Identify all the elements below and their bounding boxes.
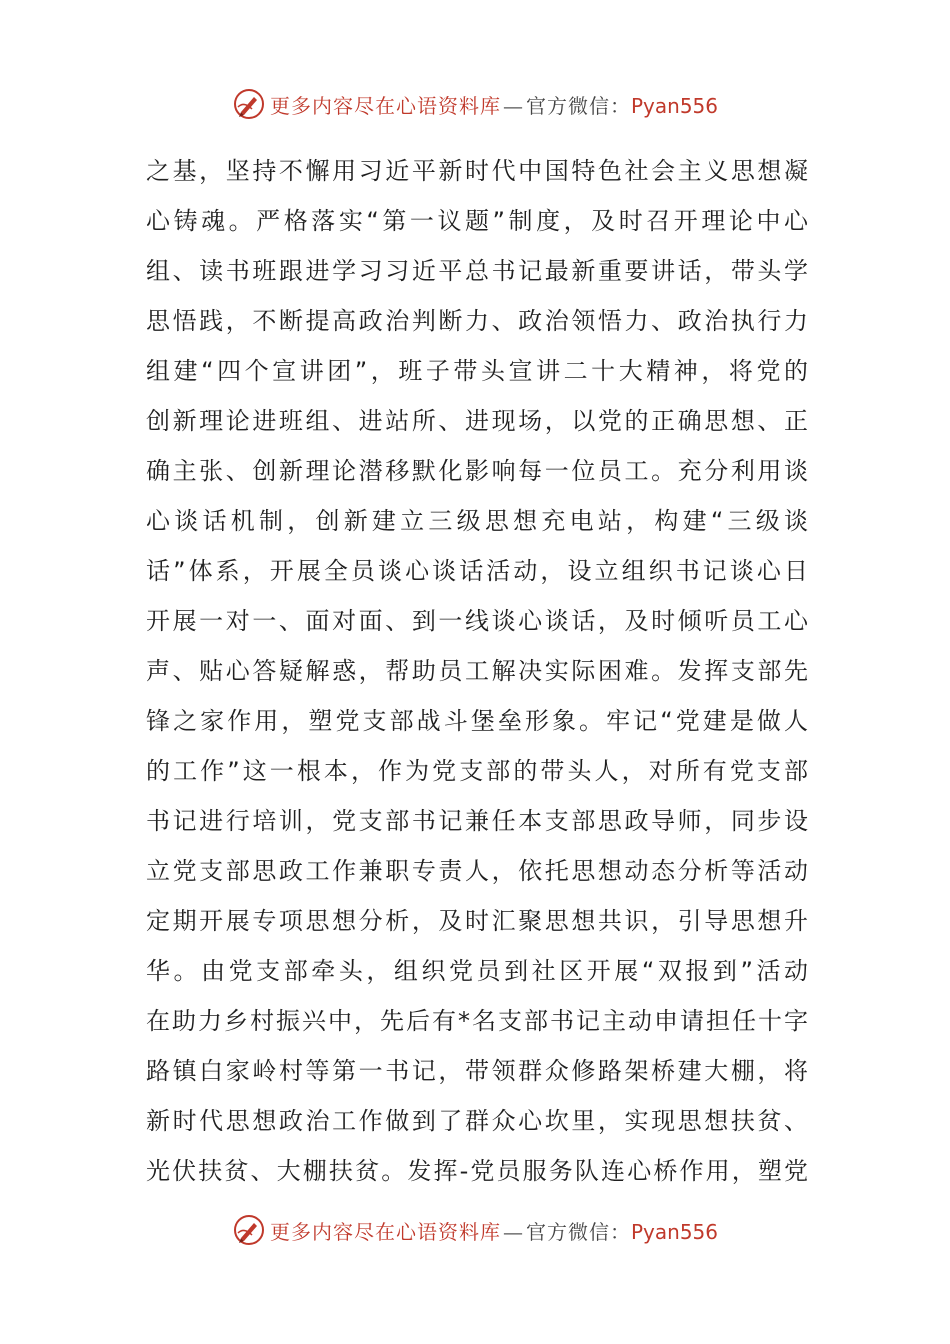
header-watermark	[0, 84, 950, 124]
text-line: 之基，坚持不懈用习近平新时代中国特色社会主义思想凝	[146, 157, 808, 185]
text-line: 话”体系，开展全员谈心谈话活动，设立组织书记谈心日	[146, 557, 808, 585]
text-line: 新时代思想政治工作做到了群众心坎里，实现思想扶贫、	[146, 1107, 808, 1135]
header-banner-text	[270, 90, 718, 119]
text-line: 在助力乡村振兴中，先后有*名支部书记主动申请担任十字	[146, 1007, 808, 1035]
pen-logo-icon	[232, 1213, 266, 1247]
text-line: 华。由党支部牵头，组织党员到社区开展“双报到”活动	[146, 957, 808, 985]
text-line: 确主张、创新理论潜移默化影响每一位员工。充分利用谈	[146, 457, 808, 485]
text-line: 路镇白家岭村等第一书记，带领群众修路架桥建大棚，将	[146, 1057, 808, 1085]
header-label: 官方微信：	[525, 93, 631, 118]
text-line: 书记进行培训，党支部书记兼任本支部思政导师，同步设	[146, 807, 808, 835]
footer-label: 官方微信：	[525, 1219, 631, 1244]
text-line: 光伏扶贫、大棚扶贫。发挥-党员服务队连心桥作用，塑党	[146, 1157, 808, 1185]
text-line: 组、读书班跟进学习习近平总书记最新重要讲话，带头学	[146, 257, 808, 285]
text-line: 定期开展专项思想分析，及时汇聚思想共识，引导思想升	[146, 907, 808, 935]
text-line: 思悟践，不断提高政治判断力、政治领悟力、政治执行力	[146, 307, 808, 335]
text-line: 声、贴心答疑解惑，帮助员工解决实际困难。发挥支部先	[146, 657, 808, 685]
header-separator: —	[502, 93, 524, 118]
text-line: 组建“四个宣讲团”，班子带头宣讲二十大精神，将党的	[146, 357, 808, 385]
footer-brand: 更多内容尽在心语资料库	[269, 1219, 501, 1244]
header-wechat-id: Pyan556	[630, 93, 718, 118]
document-body	[146, 146, 808, 1196]
text-line: 创新理论进班组、进站所、进现场，以党的正确思想、正	[146, 407, 808, 435]
footer-separator: —	[502, 1219, 524, 1244]
text-line: 心铸魂。严格落实“第一议题”制度，及时召开理论中心	[146, 207, 808, 235]
text-line: 的工作”这一根本，作为党支部的带头人，对所有党支部	[146, 757, 808, 785]
footer-wechat-id: Pyan556	[630, 1219, 718, 1244]
text-line: 锋之家作用，塑党支部战斗堡垒形象。牢记“党建是做人	[146, 707, 808, 735]
footer-banner-text	[270, 1216, 718, 1245]
text-line: 立党支部思政工作兼职专责人，依托思想动态分析等活动	[146, 857, 808, 885]
footer-watermark	[0, 1210, 950, 1250]
header-brand: 更多内容尽在心语资料库	[269, 93, 501, 118]
text-line: 开展一对一、面对面、到一线谈心谈话，及时倾听员工心	[146, 607, 808, 635]
text-line: 心谈话机制，创新建立三级思想充电站，构建“三级谈	[146, 507, 808, 535]
pen-logo-icon	[232, 87, 266, 121]
